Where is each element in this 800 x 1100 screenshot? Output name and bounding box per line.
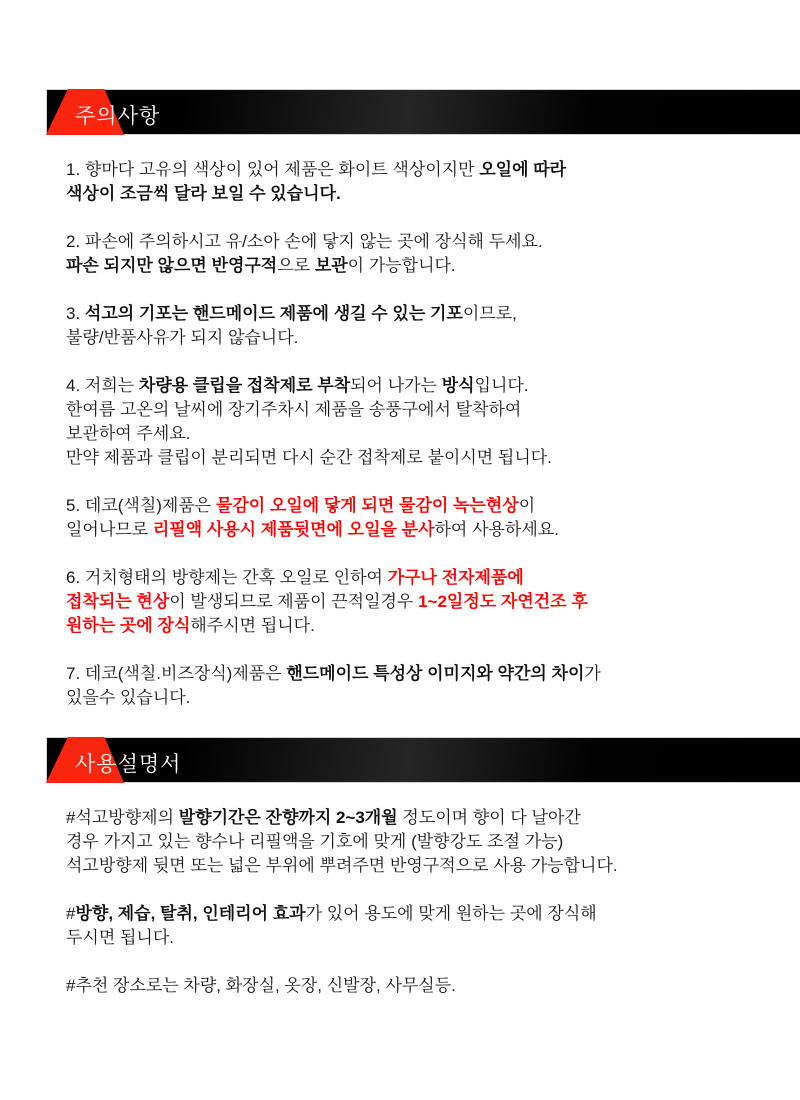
text-segment: 석고방향제 뒷면 또는 넓은 부위에 뿌려주면 반영구적으로 사용 가능합니다. [66,856,618,875]
paragraph [66,974,760,998]
text-line [66,326,760,350]
text-segment: 5. 데코(색칠)제품은 [66,496,216,515]
text-segment: 6. 거치형태의 방향제는 간혹 오일로 인하여 [66,568,388,587]
text-segment: 이므로, [462,304,517,323]
text-segment: 만약 제품과 클립이 분리되면 다시 순간 접착제로 붙이시면 됩니다. [66,448,552,467]
text-segment: 4. 저희는 [66,376,139,395]
text-segment: 가구나 전자제품에 [387,568,524,587]
text-segment: 하여 사용하세요. [434,520,559,539]
text-segment: 1~2일정도 자연건조 후 [418,592,588,611]
text-line [66,374,760,398]
text-segment: 있을수 있습니다. [66,688,191,707]
text-line [66,182,760,206]
text-line [66,974,760,998]
text-line [66,158,760,182]
text-segment: 색상이 조금씩 달라 보일 수 있습니다. [66,184,341,203]
text-segment: 물감이 오일에 닿게 되면 물감이 녹는현상 [215,496,519,515]
paragraph [66,494,760,542]
text-segment: 불량/반품사유가 되지 않습니다. [66,328,299,347]
text-segment: 정도이며 향이 다 날아간 [397,808,581,827]
text-segment: 입니다. [474,376,529,395]
text-segment: 리필액 사용시 제품뒷면에 오일을 분사 [152,520,435,539]
text-segment: 으로 [277,256,315,275]
text-segment: 3. [66,304,85,323]
text-segment: 방식 [441,376,475,395]
text-segment: 핸드메이드 특성상 이미지와 약간의 차이 [286,664,585,683]
section-title-precautions: 주의사항 [75,104,161,128]
paragraph [66,902,760,950]
paragraph [66,302,760,350]
text-line [66,806,760,830]
text-segment: #추천 장소로는 차량, 화장실, 옷장, 신발장, 사무실등. [66,976,456,995]
text-line [66,926,760,950]
paragraph [66,662,760,710]
text-segment: 이 가능합니다. [347,256,456,275]
section-title-instructions: 사용설명서 [75,752,182,776]
paragraph [66,158,760,206]
text-segment: 되어 나가는 [350,376,442,395]
precautions-content [0,134,800,710]
text-segment: # [66,904,76,923]
text-segment: 이 발생되므로 제품이 끈적일경우 [169,592,419,611]
text-segment: 두시면 됩니다. [66,928,174,947]
text-line [66,902,760,926]
text-segment: 접착되는 현상 [66,592,170,611]
paragraph [66,806,760,878]
text-line [66,254,760,278]
text-line [66,566,760,590]
text-segment: 파손 되지만 않으면 반영구적 [66,256,278,275]
section-header-precautions [47,90,800,134]
text-segment: #석고방향제의 [66,808,179,827]
text-segment: 방향, 제습, 탈취, 인테리어 효과 [75,904,306,923]
text-segment: 일어나므로 [66,520,153,539]
text-line [66,230,760,254]
text-segment: 보관하여 주세요. [66,424,191,443]
text-segment: 한여름 고온의 날씨에 장기주차시 제품을 송풍구에서 탈착하여 [66,400,522,419]
text-line [66,422,760,446]
text-line [66,854,760,878]
text-line [66,590,760,614]
text-segment: 경우 가지고 있는 향수나 리필액을 기호에 맞게 (발향강도 조절 가능) [66,832,564,851]
text-segment: 2. 파손에 주의하시고 유/소아 손에 닿지 않는 곳에 장식해 두세요. [66,232,543,251]
text-segment: 석고의 기포는 핸드메이드 제품에 생길 수 있는 기포 [84,304,463,323]
text-segment: 발향기간은 잔향까지 2~3개월 [178,808,398,827]
text-line [66,662,760,686]
text-line [66,446,760,470]
text-line [66,614,760,638]
text-segment: 7. 데코(색칠.비즈장식)제품은 [66,664,287,683]
text-line [66,302,760,326]
text-segment: 오일에 따라 [479,160,567,179]
text-segment: 1. 향마다 고유의 색상이 있어 제품은 화이트 색상이지만 [66,160,480,179]
text-segment: 이 [518,496,536,515]
text-line [66,494,760,518]
paragraph [66,230,760,278]
text-line [66,518,760,542]
text-segment: 차량용 클립을 접착제로 부착 [138,376,351,395]
text-line [66,398,760,422]
text-line [66,830,760,854]
text-line [66,686,760,710]
text-segment: 보관 [314,256,348,275]
text-segment: 해주시면 됩니다. [190,616,315,635]
instructions-content [0,782,800,998]
text-segment: 가 있어 용도에 맞게 원하는 곳에 장식해 [305,904,597,923]
paragraph [66,374,760,470]
text-segment: 가 [584,664,601,683]
paragraph [66,566,760,638]
section-header-instructions [47,738,800,782]
text-segment: 원하는 곳에 장식 [66,616,191,635]
